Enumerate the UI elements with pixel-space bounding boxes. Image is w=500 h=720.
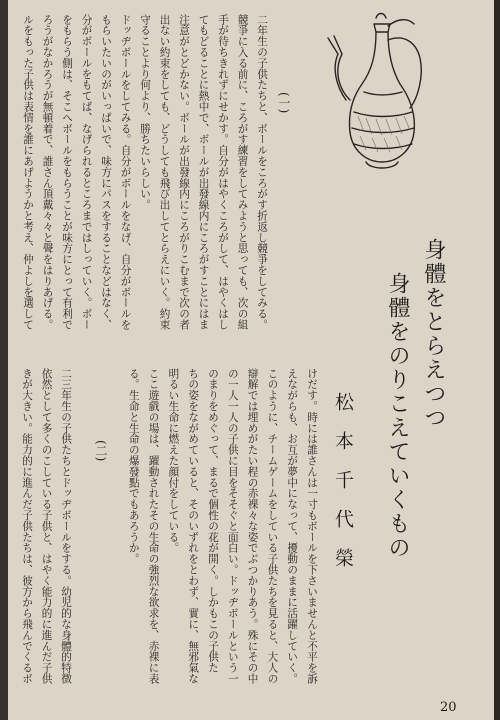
page-number: 20: [440, 700, 457, 715]
author-name: 松本千代榮: [332, 392, 354, 587]
text-column: 注意がとどかない。ボールが出發線内にころがりこむまで次の者: [178, 14, 190, 331]
text-column: ドッヂボールをしてみる。自分がボールをなげ、自分がボールを: [119, 14, 132, 331]
ewer-illustration: [324, 4, 436, 179]
text-column: をもらう側は、そこへボールをもらうことが味方にとって有利で: [61, 14, 73, 331]
text-column: 守ることより何より、勝ちたいらしい。: [139, 14, 151, 211]
text-column: 依然として多くのこしている子供と、はやく能力的に進んだ子供: [40, 368, 53, 685]
text-column: 辯解では埋めがたい程の赤裸々な姿でぶつかりあう。殊にその中: [246, 368, 259, 685]
text-column: ここ遊戲の場は、躍動されたその生命の強烈な欲求を、赤裸に表: [147, 368, 160, 685]
document-page: [8, 0, 494, 720]
section-2-marker: (二): [94, 440, 108, 462]
text-column: の一人一人の子供に目をそそぐと面白い。ドッヂボールという一: [226, 368, 239, 685]
text-column: えながらも、お互が夢中になって、擾動のままに活躍していく。: [286, 368, 299, 685]
text-column: のまりをめぐって、まるで個性の花が開く。しかもこの子供た: [207, 368, 219, 674]
text-column: 出ない約束をしても、どうしても飛び出してとらえにいく。約束: [158, 14, 171, 331]
text-column: けだす。時には誰さんは一寸もボールを下さいませんと不平を訴: [306, 368, 318, 685]
text-column: 二三年生の子供たちとドッヂボールをする。幼児的な身體的特徴: [60, 368, 72, 685]
article-title-line1: 身體をとらえつつ: [421, 238, 446, 430]
article-title-line2: 身體をのりこえていくもの: [385, 272, 410, 560]
text-column: 二年生の子供たちと、ボールをころがす折返し競爭をしてみる。: [256, 14, 268, 331]
text-column: このように、チームゲームをしている子供たちを見ると、大人の: [266, 368, 279, 685]
text-column: きが大きい。能力的に進んだ子供たちは、彼方から飛んでくるボ: [21, 368, 33, 685]
text-column: てもどることに熱中で、ボールが出發線内にころがすことにはま: [197, 14, 210, 331]
text-column: ルをもった子供は表情を誰にあげようかと考え、仲よしを選して: [22, 14, 34, 331]
text-column: 競爭に入る前に、ころがす練習をしてみようと思っても、次の組: [236, 14, 249, 331]
text-column: もらいたいのがいっぱいで、味方にパスをすることなどはなく、: [100, 14, 112, 331]
text-column: ちの姿をながめていると、そのいずれをとわず、實に、無邪氣な: [187, 368, 200, 685]
text-column: る。生命と生命の爆發點でもあろうか。: [127, 368, 140, 565]
text-column: ろうがなかろうが無頓着で、誰さん頂戴々々と聲をはりあげる。: [41, 14, 54, 331]
text-column: 分がボールをもてば、なげられるところまではしっていく。ボー: [80, 14, 93, 331]
section-1-marker: (一): [277, 92, 291, 114]
page-binding-edge: [0, 0, 8, 720]
text-column: 明るい生命に燃えた顔付をしている。: [167, 368, 180, 554]
text-column: 手が待ちきれずにせかす。自分がはやくころがして、はやくはし: [217, 14, 229, 331]
